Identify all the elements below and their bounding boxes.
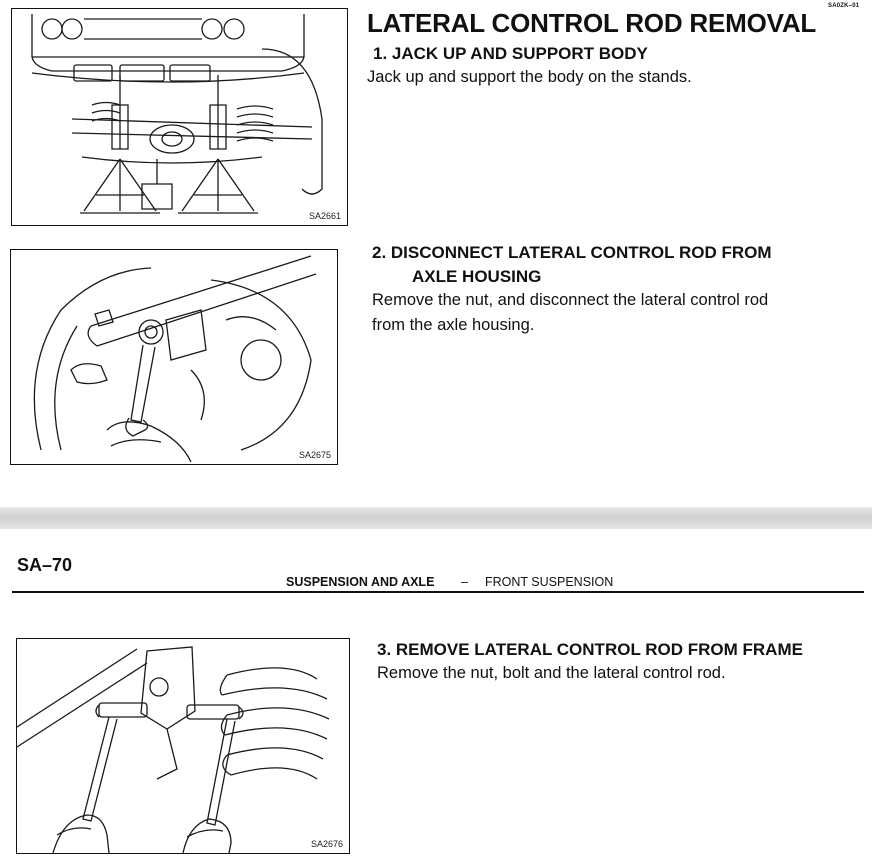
header-section: SUSPENSION AND AXLE <box>286 575 435 589</box>
figure-code: SA2676 <box>310 839 343 849</box>
remove-rod-illustration <box>17 639 349 853</box>
header-rule <box>12 591 864 593</box>
step-1-title: 1. JACK UP AND SUPPORT BODY <box>373 44 648 63</box>
step-3-body: Remove the nut, bolt and the lateral control rod. <box>377 664 726 682</box>
step-2-title-continued: AXLE HOUSING <box>412 267 542 286</box>
figure-code: SA2661 <box>308 211 341 221</box>
step-2-body-line-2: from the axle housing. <box>372 316 535 334</box>
step-1-body: Jack up and support the body on the stands. <box>367 68 692 86</box>
disconnect-rod-illustration <box>11 250 337 464</box>
jack-stands-illustration <box>12 9 347 225</box>
document-code: SA0ZK–01 <box>828 3 860 9</box>
step-2-title: 2. DISCONNECT LATERAL CONTROL ROD FROM <box>372 243 772 262</box>
figure-remove-rod <box>16 638 350 854</box>
step-3-title: 3. REMOVE LATERAL CONTROL ROD FROM FRAME <box>377 640 803 659</box>
figure-jack-stands <box>11 8 348 226</box>
section-title: LATERAL CONTROL ROD REMOVAL <box>367 8 817 38</box>
step-2-body-line-1: Remove the nut, and disconnect the lateral control rod <box>372 291 769 309</box>
header-separator: – <box>461 575 468 589</box>
page-break <box>0 507 872 529</box>
figure-disconnect-rod <box>10 249 338 465</box>
figure-code: SA2675 <box>298 450 331 460</box>
page-number: SA–70 <box>17 555 73 575</box>
header-subsection: FRONT SUSPENSION <box>485 575 614 589</box>
